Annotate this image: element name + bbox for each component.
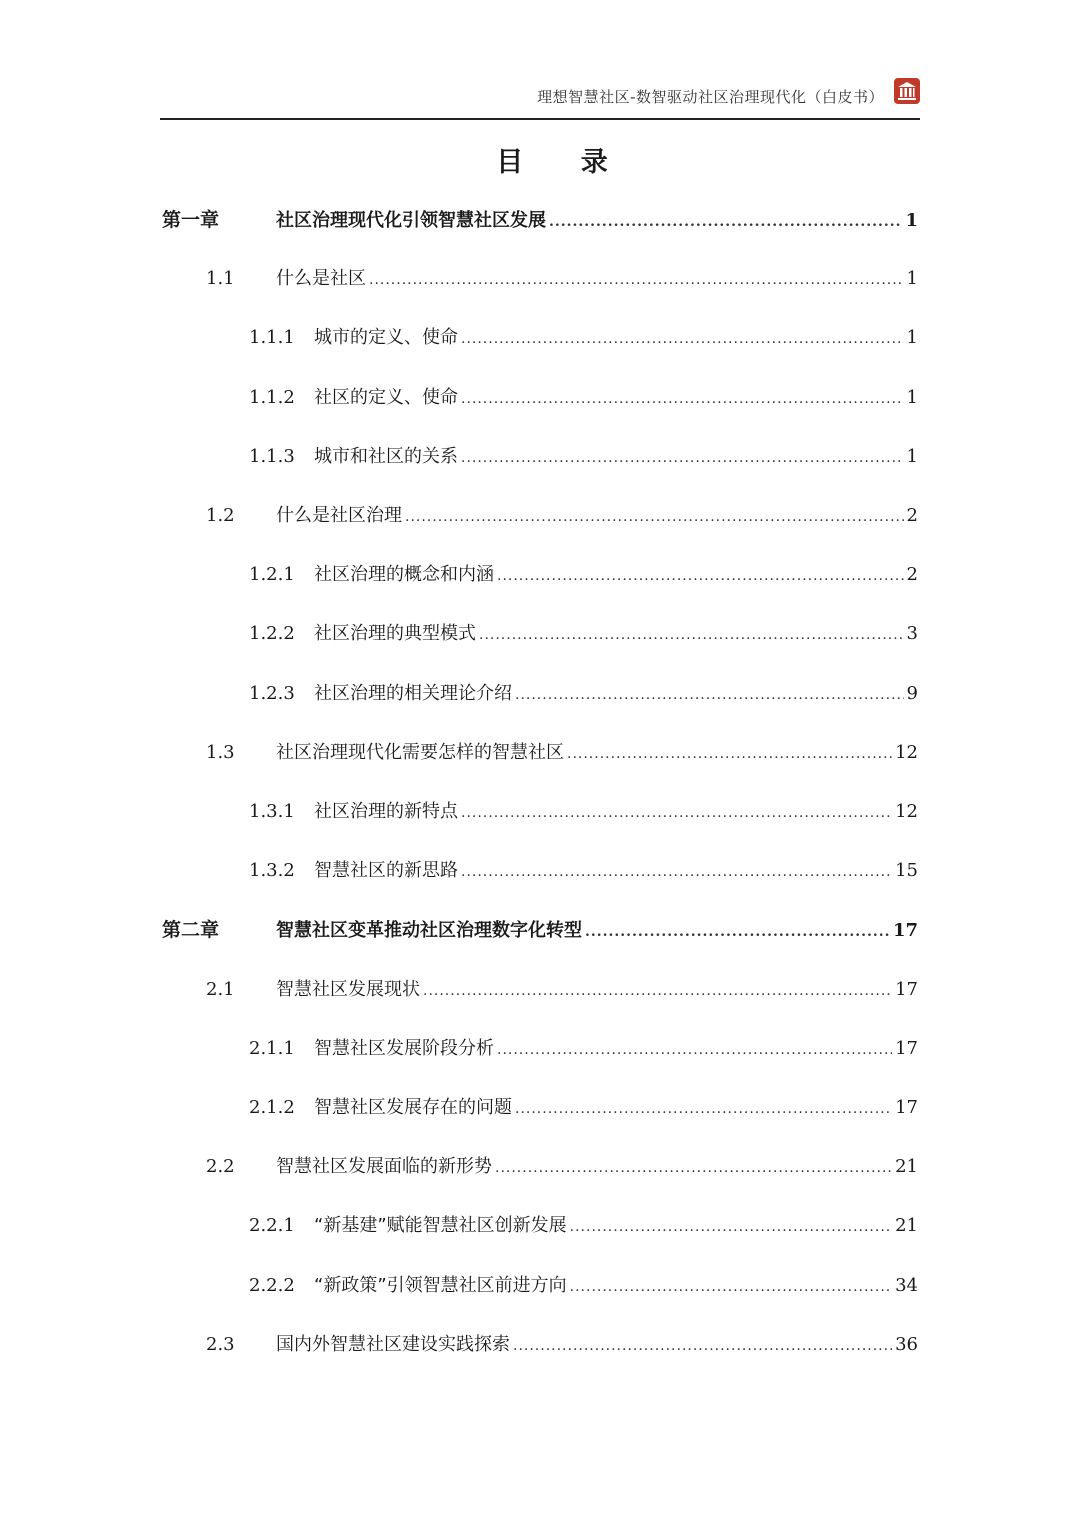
toc-entry-title: 城市的定义、使命 — [314, 327, 458, 349]
toc-entry-page: 21 — [895, 1215, 918, 1237]
toc-entry-page: 15 — [895, 860, 918, 882]
toc-dot-leader — [497, 561, 904, 591]
toc-entry-number: 1.2.2 — [249, 623, 295, 645]
toc-entry-title: 社区治理的新特点 — [314, 801, 458, 822]
toc-dot-leader — [549, 207, 902, 237]
toc-entry-title: 社区治理的典型模式 — [314, 623, 476, 645]
toc-dot-leader — [513, 1331, 892, 1361]
toc-entry[interactable] — [249, 383, 918, 413]
toc-entry[interactable] — [249, 679, 918, 709]
toc-entry-page: 21 — [895, 1156, 918, 1178]
toc-entry[interactable] — [249, 323, 918, 353]
toc-entry-page: 1 — [905, 210, 918, 231]
toc-entry-page: 17 — [892, 920, 918, 942]
toc-entry-number: 1.3 — [206, 741, 235, 763]
toc-dot-leader — [479, 620, 904, 650]
toc-entry-page: 1 — [906, 386, 918, 408]
toc-entry[interactable] — [249, 1034, 918, 1064]
header-divider — [160, 118, 920, 120]
toc-dot-leader — [461, 324, 904, 354]
toc-entry-number: 1.1.3 — [249, 445, 295, 467]
institution-logo-icon — [894, 78, 920, 104]
toc-entry-title: 智慧社区发展现状 — [276, 978, 420, 1000]
toc-entry-number: 2.2.2 — [249, 1274, 295, 1296]
toc-entry-page: 2 — [906, 505, 918, 526]
toc-entry-page: 12 — [895, 801, 918, 822]
toc-entry-title: 国内外智慧社区建设实践探索 — [276, 1333, 510, 1355]
page-title: 目 录 — [496, 147, 632, 178]
header-title: 理想智慧社区-数智驱动社区治理现代化（白皮书） — [537, 88, 884, 106]
toc-entry-number: 1.1 — [206, 268, 235, 290]
toc-entry-number: 1.1.2 — [249, 386, 295, 408]
toc-entry-number: 2.3 — [206, 1333, 235, 1355]
toc-entry-title: “新基建”赋能智慧社区创新发展 — [314, 1215, 567, 1237]
toc-entry[interactable] — [249, 1211, 918, 1241]
page-header — [160, 76, 920, 120]
toc-entry-number: 1.3.1 — [249, 801, 295, 822]
toc-entry-title: 城市和社区的关系 — [314, 445, 458, 467]
toc-dot-leader — [570, 1272, 892, 1302]
toc-dot-leader — [461, 857, 892, 887]
toc-dot-leader — [495, 1153, 892, 1183]
toc-entry-title: 社区的定义、使命 — [314, 386, 458, 408]
toc-dot-leader — [461, 384, 904, 414]
toc-entry-page: 17 — [895, 1097, 918, 1118]
toc-entry[interactable] — [249, 797, 918, 827]
toc-dot-leader — [570, 1212, 892, 1242]
toc-dot-leader — [515, 680, 904, 710]
toc-entry[interactable] — [206, 1330, 918, 1360]
toc-dot-leader — [567, 739, 892, 769]
toc-entry-title: 智慧社区发展存在的问题 — [314, 1097, 512, 1118]
toc-entry-title: 智慧社区发展阶段分析 — [314, 1037, 494, 1059]
toc-entry-page: 36 — [895, 1333, 918, 1355]
toc-entry[interactable] — [206, 264, 918, 294]
toc-dot-leader — [515, 1094, 892, 1124]
toc-entry-page: 1 — [906, 327, 918, 349]
toc-dot-leader — [423, 976, 892, 1006]
toc-entry-number: 1.2.3 — [249, 682, 295, 704]
toc-entry[interactable] — [162, 915, 918, 945]
toc-entry[interactable] — [249, 619, 918, 649]
toc-dot-leader — [405, 502, 904, 532]
toc-entry-number: 2.2.1 — [249, 1215, 295, 1237]
toc-dot-leader — [497, 1035, 892, 1065]
toc-entry-number: 1.3.2 — [249, 860, 295, 882]
toc-entry-number: 2.1.2 — [249, 1097, 295, 1118]
toc-entry-title: 智慧社区发展面临的新形势 — [276, 1156, 492, 1178]
toc-entry-title: 什么是社区治理 — [276, 505, 402, 526]
toc-dot-leader — [585, 917, 890, 947]
toc-entry[interactable] — [249, 1093, 918, 1123]
toc-entry-number: 2.1.1 — [249, 1037, 295, 1059]
toc-entry-page: 2 — [906, 564, 918, 586]
toc-entry[interactable] — [162, 205, 918, 235]
toc-entry-page: 1 — [906, 445, 918, 467]
toc-entry-number: 2.1 — [206, 978, 235, 1000]
toc-entry[interactable] — [206, 975, 918, 1005]
toc-entry-page: 1 — [906, 268, 918, 290]
toc-entry-title: 社区治理现代化引领智慧社区发展 — [276, 210, 546, 231]
toc-entry-page: 3 — [906, 623, 918, 645]
toc-entry-page: 17 — [895, 1037, 918, 1059]
toc-entry[interactable] — [206, 1152, 918, 1182]
toc-entry-number: 1.2 — [206, 505, 235, 526]
toc-entry-number: 第二章 — [162, 919, 220, 942]
toc-entry-number: 第一章 — [162, 209, 220, 231]
toc-entry-title: 社区治理现代化需要怎样的智慧社区 — [276, 741, 564, 763]
toc-entry[interactable] — [206, 501, 918, 531]
toc-entry-page: 9 — [906, 682, 918, 704]
toc-entry-page: 12 — [895, 741, 918, 763]
toc-dot-leader — [461, 798, 892, 828]
toc-entry[interactable] — [249, 1271, 918, 1301]
toc-entry-number: 1.1.1 — [249, 327, 295, 349]
toc-entry[interactable] — [206, 738, 918, 768]
toc-entry[interactable] — [249, 856, 918, 886]
toc-entry-number: 1.2.1 — [249, 564, 295, 586]
toc-entry-title: 社区治理的概念和内涵 — [314, 564, 494, 586]
toc-entry-page: 17 — [895, 978, 918, 1000]
toc-entry-title: 社区治理的相关理论介绍 — [314, 682, 512, 704]
toc-entry-title: “新政策”引领智慧社区前进方向 — [314, 1274, 567, 1296]
toc-entry[interactable] — [249, 442, 918, 472]
toc-entry-title: 智慧社区的新思路 — [314, 860, 458, 882]
toc-dot-leader — [461, 443, 904, 473]
toc-entry-title: 智慧社区变革推动社区治理数字化转型 — [276, 920, 582, 942]
toc-entry-number: 2.2 — [206, 1156, 235, 1178]
toc-entry[interactable] — [249, 560, 918, 590]
toc-entry-title: 什么是社区 — [276, 268, 366, 290]
toc-dot-leader — [369, 265, 904, 295]
toc-entry-page: 34 — [895, 1274, 918, 1296]
